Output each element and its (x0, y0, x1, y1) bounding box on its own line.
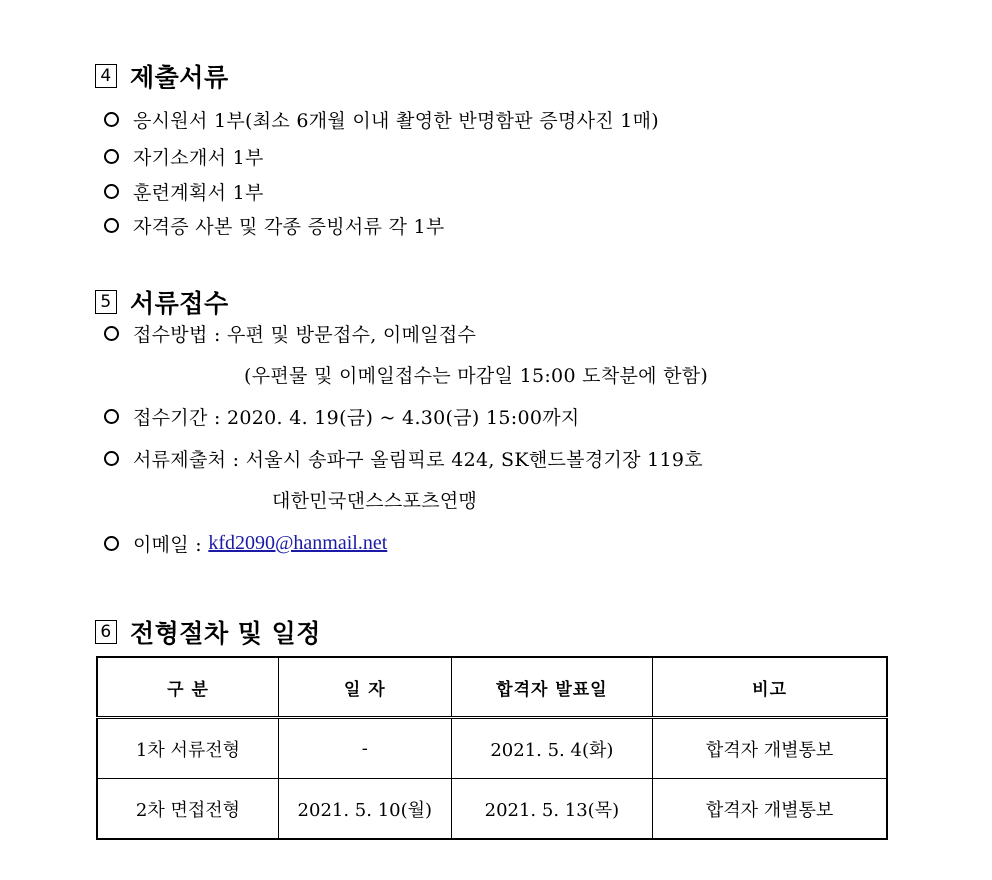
circle-bullet-icon (104, 149, 119, 164)
table-cell: 2021. 5. 10(월) (278, 779, 451, 840)
list-item (104, 106, 659, 132)
circle-bullet-icon (104, 112, 119, 127)
section-number-box: 5 (95, 290, 117, 314)
table-row (97, 779, 887, 840)
table-cell: 2021. 5. 13(목) (451, 779, 653, 840)
circle-bullet-icon (104, 184, 119, 199)
section-heading: 전형절차 및 일정 (130, 619, 321, 648)
email-label: 이메일 : (133, 533, 209, 556)
section-5-title (95, 286, 229, 318)
list-item (104, 320, 476, 346)
section-number-box: 4 (95, 64, 117, 88)
table-cell: - (278, 718, 451, 779)
section-6-title (95, 616, 321, 648)
list-item (104, 403, 580, 429)
circle-bullet-icon (104, 451, 119, 466)
list-item (104, 178, 264, 204)
circle-bullet-icon (104, 218, 119, 233)
table-row (97, 718, 887, 779)
table-cell: 2021. 5. 4(화) (451, 718, 653, 779)
section-heading: 서류접수 (130, 289, 229, 318)
circle-bullet-icon (104, 536, 119, 551)
table-header-row (97, 657, 887, 718)
circle-bullet-icon (104, 326, 119, 341)
section-number-box: 6 (95, 620, 117, 644)
address-organization: 대한민국댄스스포츠연맹 (272, 489, 478, 512)
list-item-text: 응시원서 1부(최소 6개월 이내 촬영한 반명함판 증명사진 1매) (133, 109, 660, 132)
list-item-text: 훈련계획서 1부 (133, 181, 264, 204)
table-cell: 합격자 개별통보 (653, 718, 887, 779)
section-heading: 제출서류 (130, 63, 229, 92)
schedule-table (96, 656, 888, 840)
list-item-text: 자격증 사본 및 각종 증빙서류 각 1부 (133, 215, 445, 238)
column-header: 일 자 (278, 657, 451, 718)
list-item (104, 143, 264, 169)
list-item (104, 530, 387, 556)
list-item-text: 접수방법 : 우편 및 방문접수, 이메일접수 (133, 323, 477, 346)
circle-bullet-icon (104, 409, 119, 424)
email-link[interactable]: kfd2090@hanmail.net (208, 531, 388, 554)
list-item (104, 212, 445, 238)
column-header: 합격자 발표일 (451, 657, 653, 718)
section-4-title (95, 60, 229, 92)
method-note: (우편물 및 이메일접수는 마감일 15:00 도착분에 한함) (244, 364, 709, 387)
list-item-text: 자기소개서 1부 (133, 146, 264, 169)
column-header: 비고 (653, 657, 887, 718)
column-header: 구 분 (97, 657, 278, 718)
table-cell: 1차 서류전형 (97, 718, 278, 779)
list-item-text: 서류제출처 : 서울시 송파구 올림픽로 424, SK핸드볼경기장 119호 (133, 448, 703, 471)
table-cell: 합격자 개별통보 (653, 779, 887, 840)
list-item (104, 445, 703, 471)
list-item-text: 접수기간 : 2020. 4. 19(금) ~ 4.30(금) 15:00까지 (133, 406, 580, 429)
table-cell: 2차 면접전형 (97, 779, 278, 840)
